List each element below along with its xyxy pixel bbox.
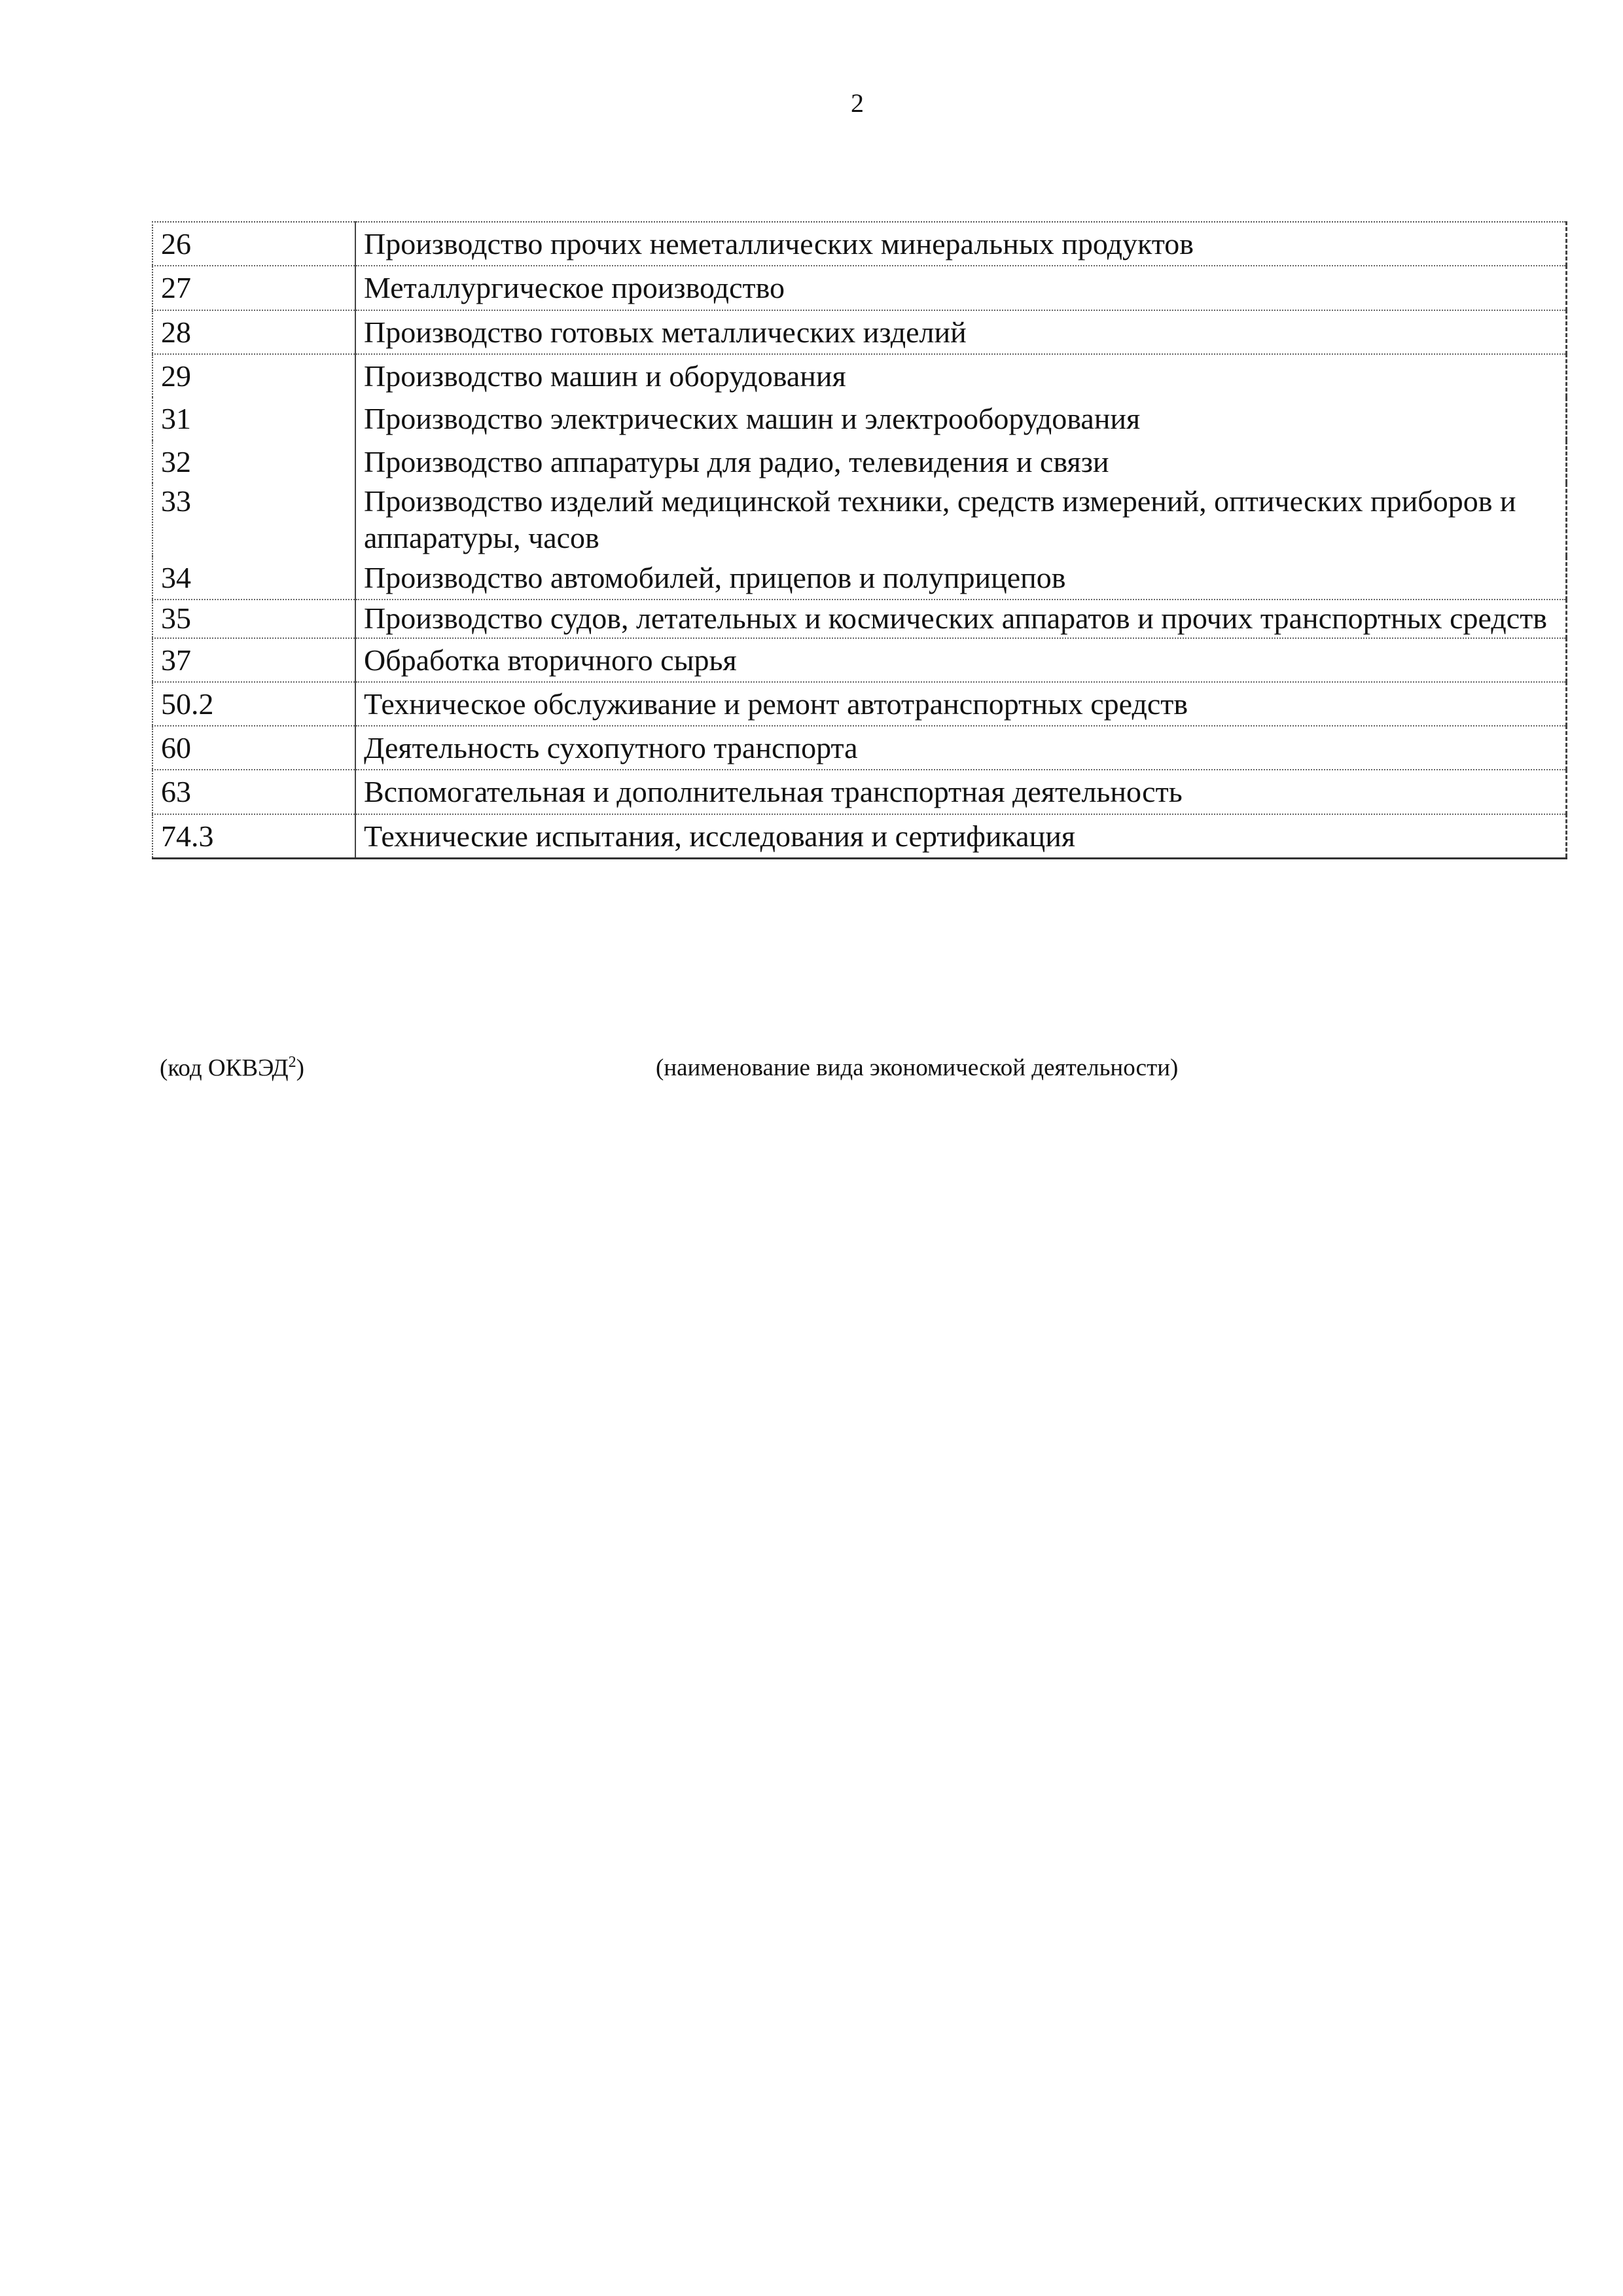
okved-code: 34 [152,556,355,600]
activity-name: Производство изделий медицинской техники, средств измерений, оптических приборов и аппаратуры, часов [364,484,1516,554]
activity-name: Производство готовых металлических изделий [355,310,1566,354]
table-row [152,726,1566,770]
table-row [152,266,1566,310]
okved-code: 26 [152,222,355,266]
table-row [152,770,1566,814]
okved-code: 33 [152,483,355,556]
okved-code-caption-close: ) [296,1054,304,1082]
activity-name: Производство машин и оборудования [364,359,846,393]
okved-table [152,221,1567,859]
okved-code: 32 [152,440,355,483]
activity-name: Металлургическое производство [355,266,1566,310]
okved-code-caption-label: (код ОКВЭД [160,1054,289,1082]
okved-code: 35 [152,600,355,637]
activity-name: Деятельность сухопутного транспорта [355,726,1566,770]
table-row [152,814,1566,859]
okved-code: 37 [152,638,355,682]
activity-name: Производство прочих неметаллических минеральных продуктов [355,222,1566,266]
okved-code: 63 [152,770,355,814]
okved-code: 31 [152,397,355,440]
table-row [152,354,1566,397]
activity-name: Обработка вторичного сырья [355,638,1566,682]
table-row [152,638,1566,682]
activity-name: Техническое обслуживание и ремонт автотранспортных средств [355,682,1566,726]
table-row [152,600,1566,637]
table-row [152,397,1566,440]
table-row [152,556,1566,600]
table-captions [152,1054,1565,1093]
table-row [152,483,1566,556]
table-row [152,682,1566,726]
table-row [152,440,1566,483]
okved-code: 74.3 [152,814,355,859]
okved-code: 50.2 [152,682,355,726]
activity-name: Производство аппаратуры для радио, телевидения и связи [364,444,1109,478]
page-number: 2 [851,88,864,118]
activity-name: Производство судов, летательных и космических аппаратов и прочих транспортных средств [355,600,1566,637]
activity-name: Вспомогательная и дополнительная транспортная деятельность [355,770,1566,814]
okved-code-caption [160,1054,304,1082]
activity-name-caption: (наименование вида экономической деятельности) [656,1054,1179,1081]
footnote-marker: 2 [288,1054,296,1071]
table-row [152,222,1566,266]
activity-name: Технические испытания, исследования и сертификация [355,814,1566,859]
activity-name: Производство автомобилей, прицепов и полуприцепов [355,556,1566,600]
okved-code: 28 [152,310,355,354]
okved-code: 27 [152,266,355,310]
table-row [152,310,1566,354]
okved-code: 29 [152,354,355,397]
okved-code: 60 [152,726,355,770]
activity-name: Производство электрических машин и электрооборудования [364,402,1141,436]
